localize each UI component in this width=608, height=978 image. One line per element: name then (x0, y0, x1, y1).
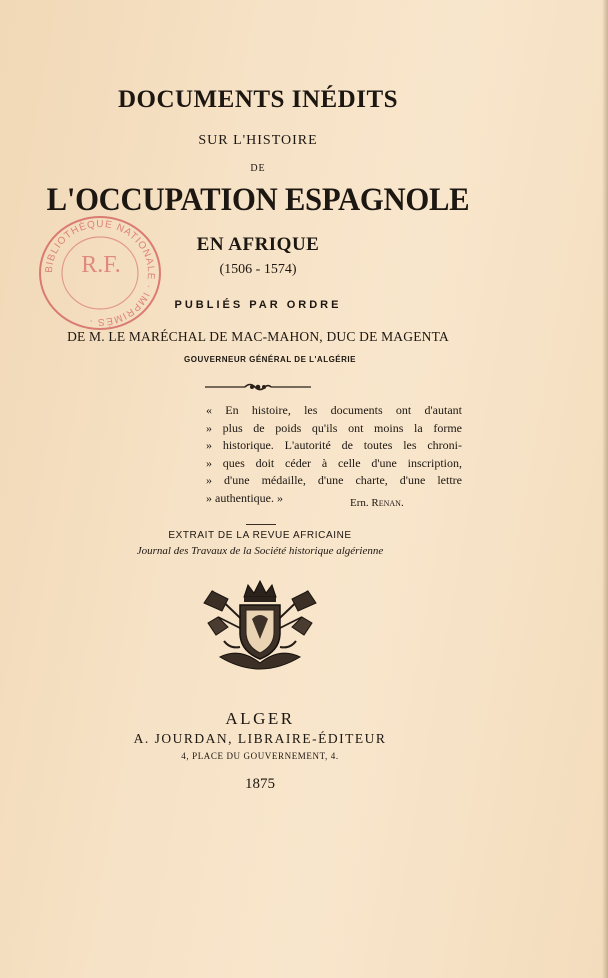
imprint-city: ALGER (225, 709, 295, 728)
patron-name: DE M. LE MARÉCHAL DE MAC-MAHON, DUC DE MAGENTA (67, 329, 449, 344)
heraldic-shield-with-crown-and-flags-icon (200, 577, 320, 673)
journal-name: Journal des Travaux de la Société historique algérienne (136, 545, 384, 557)
title-line-de: DE (250, 163, 266, 174)
imprint-publisher: A. JOURDAN, LIBRAIRE-ÉDITEUR (133, 731, 387, 746)
author-name: Renan. (371, 497, 404, 509)
epigraph-line: » d'une médaille, d'une charte, d'une lettre (206, 473, 462, 487)
epigraph-line: » ques doit céder à celle d'une inscription, (206, 455, 462, 470)
stamp-letters: R.F. (81, 252, 121, 278)
title-dates: (1506 - 1574) (219, 262, 297, 277)
divider (246, 524, 276, 525)
title-line-documents: DOCUMENTS INÉDITS (117, 86, 399, 113)
extract-note: EXTRAIT DE LA REVUE AFRICAINE (168, 530, 352, 541)
epigraph-line: » historique. L'autorité de toutes les chroni- (206, 438, 462, 452)
author-initial: Ern. (350, 497, 369, 509)
epigraph-author (350, 497, 430, 509)
decorative-rule-icon (203, 380, 313, 394)
imprint-address: 4, PLACE DU GOUVERNEMENT, 4. (181, 751, 339, 761)
title-line-occupation: L'OCCUPATION ESPAGNOLE (46, 182, 470, 218)
epigraph-line: « En histoire, les documents ont d'autant (206, 403, 462, 417)
title-line-sur-histoire: SUR L'HISTOIRE (198, 133, 318, 148)
page-edge (602, 0, 608, 978)
title-line-afrique: EN AFRIQUE (196, 234, 320, 255)
epigraph-line: » plus de poids qu'ils ont moins la forme (206, 420, 462, 435)
epigraph-quote (206, 402, 462, 507)
epigraph-line: » authentique. » (206, 490, 283, 505)
published-by-order: PUBLIÉS PAR ORDRE (174, 299, 342, 311)
stamp-ring-text: BIBLIOTHÈQUE NATIONALE · IMPRIMÉS · (43, 218, 157, 328)
imprint-year: 1875 (245, 776, 275, 792)
patron-title: GOUVERNEUR GÉNÉRAL DE L'ALGÉRIE (184, 355, 356, 364)
